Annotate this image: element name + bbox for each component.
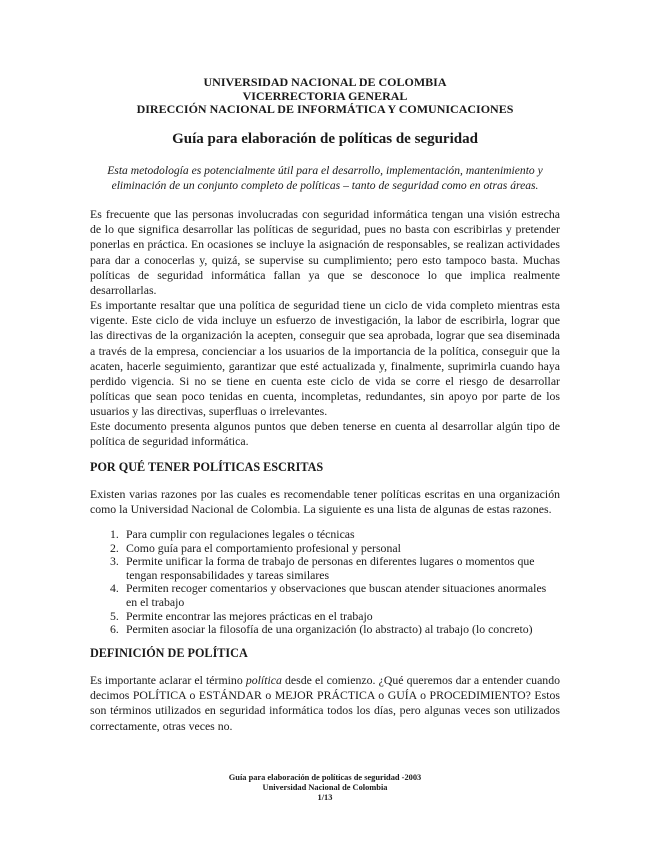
direction-name: DIRECCIÓN NACIONAL DE INFORMÁTICA Y COMUNICACIONES — [136, 102, 514, 116]
list-item: 3. Permite unificar la forma de trabajo de personas en diferentes lugares o momentos que tengan responsabilidades y tareas similares — [110, 554, 535, 582]
section-heading-why-policies: POR QUÉ TENER POLÍTICAS ESCRITAS — [90, 460, 324, 474]
list-item: 4. Permiten recoger comentarios y observaciones que buscan atender situaciones anormales en el trabajo — [110, 581, 547, 609]
footer-university: Universidad Nacional de Colombia — [262, 783, 388, 792]
reasons-list — [90, 528, 560, 637]
list-item: 6. Permiten asociar la filosofía de una organización (lo abstracto) al trabajo (lo concreto) — [110, 622, 533, 637]
paragraph-3: Este documento presenta algunos puntos que deben tenerse en cuenta al desarrollar algún tipo de política de seguridad informática. — [90, 419, 560, 449]
section-1-text: Existen varias razones por las cuales es recomendable tener políticas escritas en una organización como la Universidad Nacional de Colombia. La siguiente es una lista de algunas de estas razones. — [90, 487, 560, 517]
vice-rectory-name: VICERRECTORIA GENERAL — [242, 88, 408, 103]
paragraph-1: Es frecuente que las personas involucradas con seguridad informática tengan una visión estrecha de lo que significa desarrollar las políticas de seguridad, pues no basta con escribirlas y pretender ponerlas en práctica. En ocasiones se incluye la asignación de responsables, se realizan actividades para dar a conocerlas y, quizá, se supervise su cumplimiento; pero esto tampoco basta. Muchas políticas de seguridad informática fallan ya que se desconoce lo que implica realmente desarrollarlas. — [90, 207, 560, 298]
paragraph-2: Es importante resaltar que una política de seguridad tiene un ciclo de vida completo mientras esta vigente. Este ciclo de vida incluye un esfuerzo de investigación, la labor de escribirla, lograr que las directivas de la organización la acepten, conseguir que sea aprobada, lograr que sea diseminada a través de la empresa, concienciar a los usuarios de la importancia de la política, conseguir que la acaten, hacerle seguimiento, garantizar que esté actualizada y, finalmente, suprimirla cuando haya perdido vigencia. Si no se tiene en cuenta este ciclo de vida se corre el riesgo de desarrollar políticas que sean poco tenidas en cuenta, incompletas, redundantes, sin apoyo por parte de los usuarios y las directivas, superfluas o irrelevantes. — [90, 298, 560, 419]
document-header — [88, 76, 562, 117]
intro-abstract: Esta metodología es potencialmente útil para el desarrollo, implementación, mantenimiento y eliminación de un conjunto completo de políticas – tanto de seguridad como en otras áreas. — [107, 164, 543, 192]
document-title: Guía para elaboración de políticas de seguridad — [172, 131, 478, 147]
section-2-text: Es importante aclarar el término política desde el comienzo. ¿Qué queremos dar a entender cuando decimos POLÍTICA o ESTÁNDAR o MEJOR PRÁCTICA o GUÍA o PROCEDIMIENTO? Estos son términos utilizados en seguridad informática todos los días, pero algunas veces son utilizados correctamente, otras veces no. — [90, 673, 561, 733]
list-item: 1. Para cumplir con regulaciones legales o técnicas — [110, 527, 355, 541]
list-item: 5. Permite encontrar las mejores prácticas en el trabajo — [110, 608, 373, 623]
section-heading-policy-definition: DEFINICIÓN DE POLÍTICA — [90, 646, 248, 660]
footer-document-title: Guía para elaboración de políticas de seguridad -2003 — [228, 773, 422, 782]
page-number: 1/13 — [317, 793, 333, 802]
university-name: UNIVERSIDAD NACIONAL DE COLOMBIA — [203, 75, 447, 89]
page-footer — [150, 773, 500, 803]
list-item: 2. Como guía para el comportamiento profesional y personal — [110, 540, 401, 555]
